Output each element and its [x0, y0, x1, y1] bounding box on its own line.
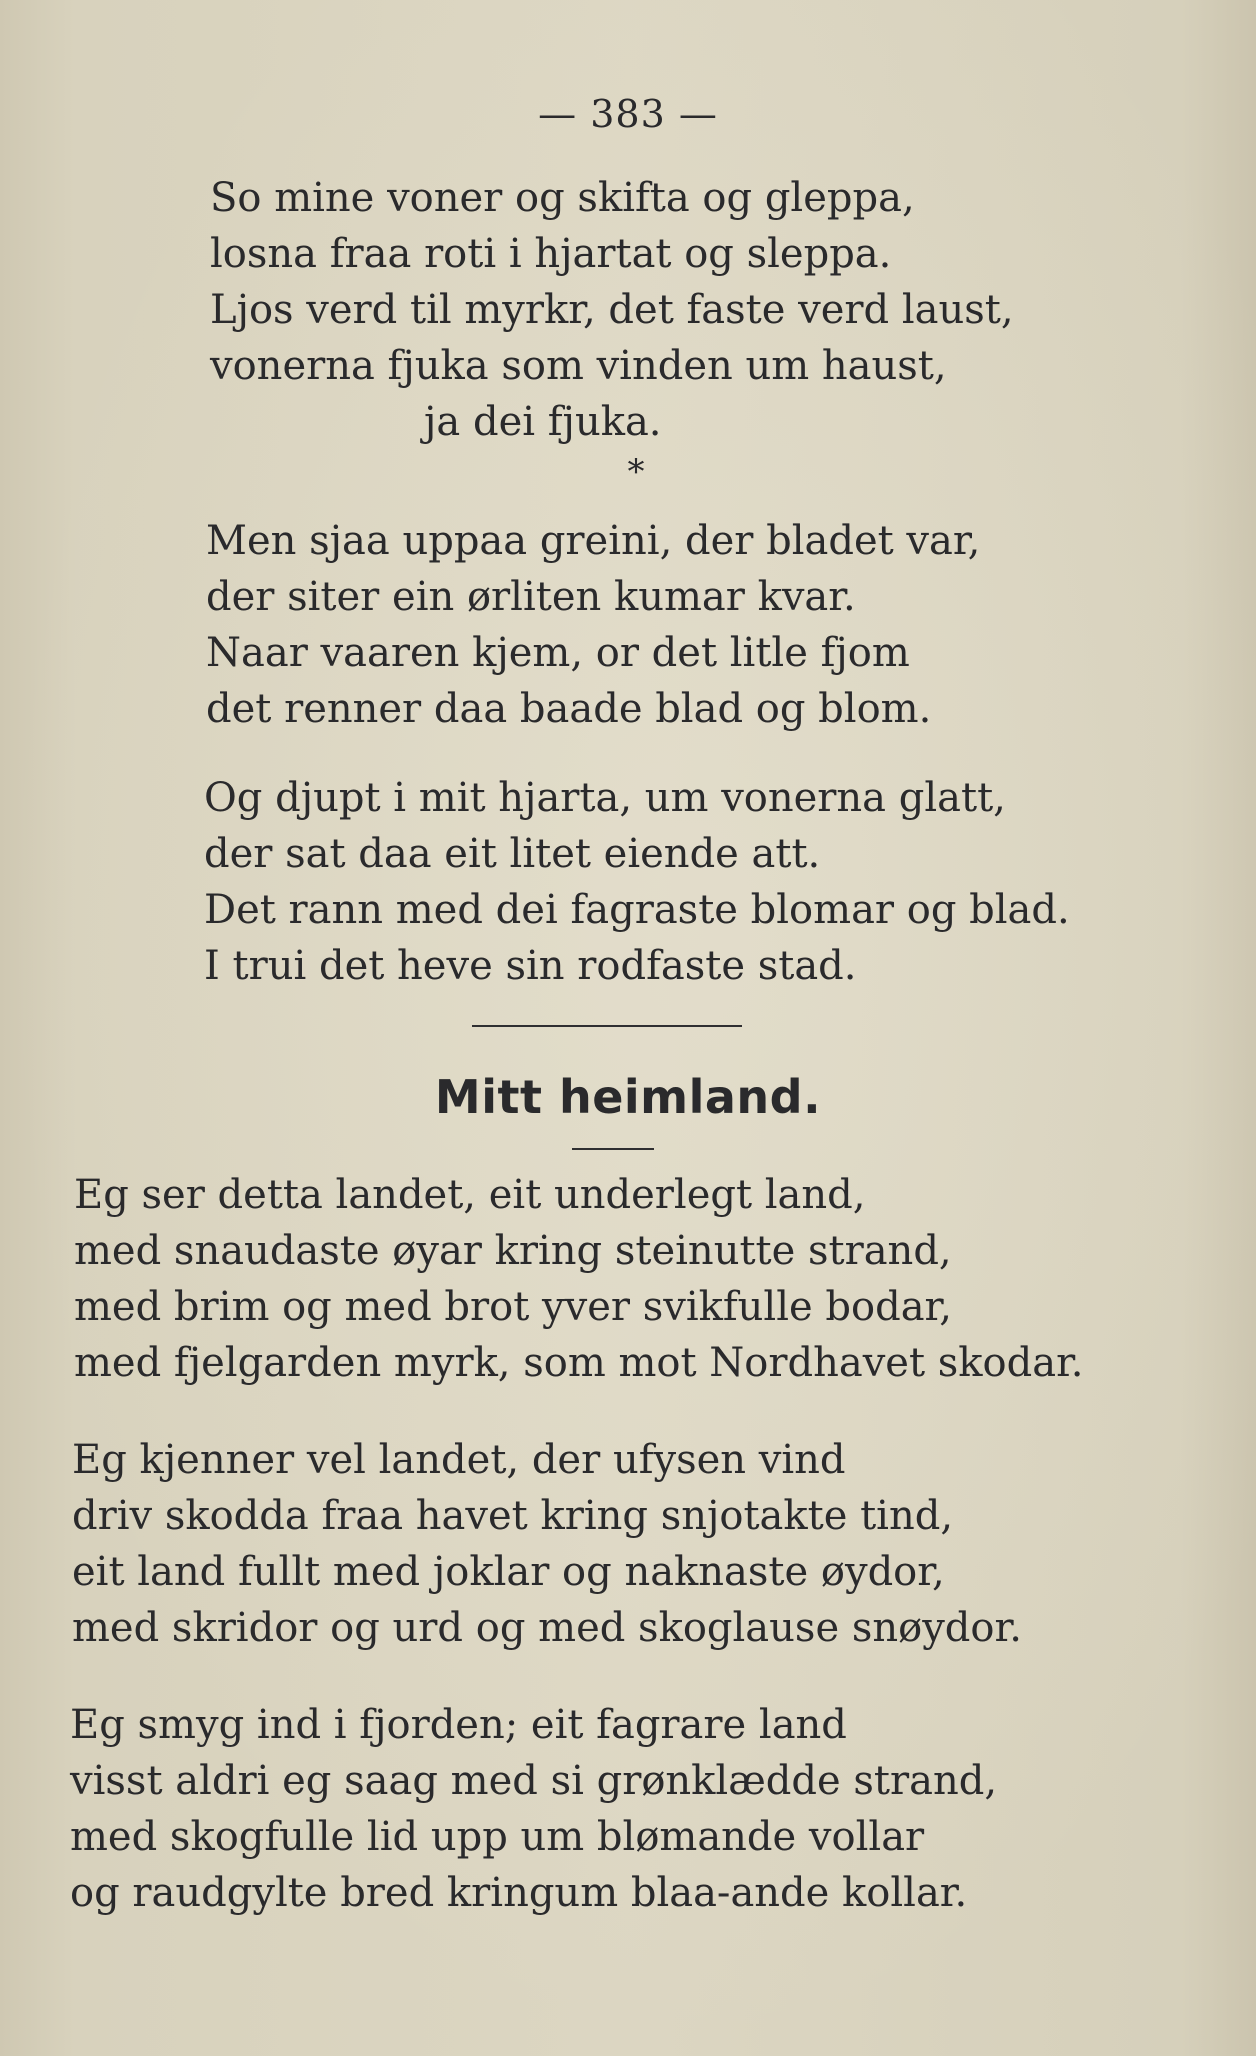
- verse-line: eit land fullt med joklar og naknaste øydor,: [72, 1549, 945, 1595]
- verse-line: med brim og med brot yver svikfulle bodar,: [74, 1284, 952, 1330]
- verse-line: og raudgylte bred kringum blaa-ande kollar.: [70, 1870, 968, 1916]
- verse-line: Eg smyg ind i fjorden; eit fagrare land: [70, 1702, 847, 1748]
- verse-line: visst aldri eg saag med si grønklædde strand,: [70, 1758, 998, 1804]
- verse-line: Og djupt i mit hjarta, um vonerna glatt,: [204, 775, 1006, 821]
- verse-line: med snaudaste øyar kring steinutte strand,: [74, 1228, 952, 1274]
- verse-line: der sat daa eit litet eiende att.: [204, 831, 821, 877]
- verse-line: der siter ein ørliten kumar kvar.: [206, 574, 856, 620]
- verse-line: ja dei fjuka.: [424, 399, 662, 445]
- page-number: — 383 —: [538, 92, 718, 136]
- verse-line: vonerna fjuka som vinden um haust,: [210, 343, 947, 389]
- section-divider: [472, 1025, 742, 1027]
- verse-line: losna fraa roti i hjartat og sleppa.: [210, 231, 892, 277]
- poem-stanza-2: [72, 1432, 1022, 1656]
- verse-line: Ljos verd til myrkr, det faste verd laust,: [210, 287, 1014, 333]
- verse-line: med skogfulle lid upp um blømande vollar: [70, 1814, 925, 1860]
- verse-line: driv skodda fraa havet kring snjotakte tind,: [72, 1493, 954, 1539]
- verse-line: Eg ser detta landet, eit underlegt land,: [74, 1172, 866, 1218]
- verse-line: Eg kjenner vel landet, der ufysen vind: [72, 1437, 846, 1483]
- verse-line: Men sjaa uppaa greini, der bladet var,: [206, 518, 981, 564]
- verse-line: Det rann med dei fagraste blomar og blad.: [204, 887, 1070, 933]
- poem-title: Mitt heimland.: [434, 1070, 822, 1124]
- stanza-1: [210, 170, 1014, 450]
- verse-line: med fjelgarden myrk, som mot Nordhavet skodar.: [74, 1340, 1084, 1386]
- verse-line: So mine voner og skifta og gleppa,: [210, 175, 915, 221]
- section-separator: *: [627, 452, 645, 492]
- title-underline: [572, 1148, 654, 1150]
- stanza-2: [206, 513, 980, 737]
- verse-line: I trui det heve sin rodfaste stad.: [204, 943, 857, 989]
- poem-stanza-1: [74, 1167, 1084, 1391]
- stanza-3: [204, 770, 1070, 994]
- verse-line: det renner daa baade blad og blom.: [206, 686, 932, 732]
- verse-line: Naar vaaren kjem, or det litle fjom: [206, 630, 910, 676]
- verse-line: med skridor og urd og med skoglause snøydor.: [72, 1605, 1022, 1651]
- poem-stanza-3: [70, 1697, 997, 1921]
